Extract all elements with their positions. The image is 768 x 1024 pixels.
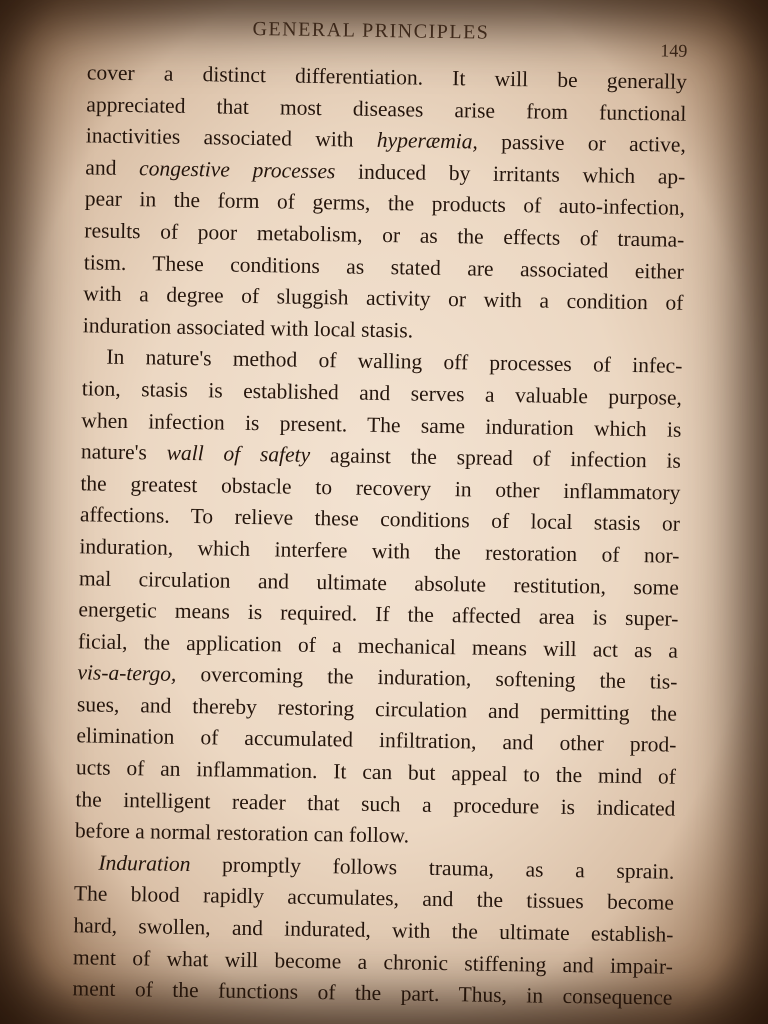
text-run: induration, which interfere with the restoration of nor- bbox=[79, 534, 680, 568]
italic-text-run: congestive processes bbox=[138, 155, 336, 184]
paragraph bbox=[75, 342, 683, 857]
text-run: induced by irritants which ap- bbox=[335, 159, 686, 189]
text-run: sues, and thereby restoring circulation and permitting the bbox=[76, 692, 678, 726]
text-run: ment of the functions of the part. Thus, in consequence bbox=[72, 976, 673, 1010]
text-run: nature's bbox=[80, 439, 167, 465]
running-head: GENERAL PRINCIPLES bbox=[252, 17, 490, 44]
text-run: pear in the form of germs, the products of auto-infection, bbox=[84, 186, 686, 221]
page-header bbox=[67, 15, 688, 61]
text-run: and bbox=[85, 155, 140, 180]
text-run: when infection is present. The same induration which is bbox=[81, 407, 682, 442]
page-number: 149 bbox=[660, 40, 688, 61]
text-run: against the spread of infection is bbox=[309, 443, 682, 473]
text-run: ficial, the application of a mechanical means will act as a bbox=[77, 628, 679, 663]
body-text bbox=[72, 57, 687, 1014]
text-run: energetic means is required. If the affected area is super- bbox=[78, 597, 679, 631]
text-run: overcoming the induration, softening the tis- bbox=[176, 662, 678, 694]
paragraph bbox=[72, 847, 674, 1014]
book-page bbox=[52, 3, 708, 1023]
text-run: before a normal restoration can follow. bbox=[74, 818, 410, 848]
text-run: In nature's method of walling off processes of infec- bbox=[106, 345, 683, 379]
italic-text-run: vis-a-tergo, bbox=[77, 660, 177, 687]
text-run: appreciated that most diseases arise from functional bbox=[86, 91, 687, 126]
italic-text-run: hyperæmia, bbox=[376, 128, 479, 154]
text-run: passive or active, bbox=[477, 129, 687, 157]
text-run: mal circulation and ultimate absolute restitution, some bbox=[78, 565, 680, 600]
text-run: tism. These conditions as stated are associated either bbox=[83, 249, 685, 284]
italic-text-run: wall of safety bbox=[166, 440, 311, 468]
text-run: with a degree of sluggish activity or with a condition of bbox=[83, 281, 684, 315]
text-run: hard, swollen, and indurated, with the ultimate establish- bbox=[73, 913, 674, 947]
text-run: affections. To relieve these conditions of local stasis or bbox=[79, 502, 681, 537]
text-run: elimination of accumulated infiltration, and other prod- bbox=[76, 723, 677, 758]
text-run: promptly follows trauma, as a sprain. bbox=[190, 851, 675, 884]
text-run: cover a distinct differentiation. It will be generally bbox=[86, 60, 687, 94]
text-run: inactivities associated with bbox=[85, 123, 378, 153]
text-run: The blood rapidly accumulates, and the tissues become bbox=[73, 881, 675, 916]
paragraph bbox=[83, 57, 687, 351]
text-run: ucts of an inflammation. It can but appeal to the mind of bbox=[75, 755, 677, 789]
italic-text-run: Induration bbox=[98, 850, 191, 876]
text-run: the greatest obstacle to recovery in other inflammatory bbox=[80, 471, 681, 505]
text-run: induration associated with local stasis. bbox=[82, 313, 414, 343]
text-run: ment of what will become a chronic stiffening and impair- bbox=[72, 944, 674, 979]
text-run: the intelligent reader that such a procedure is indicated bbox=[75, 786, 676, 821]
text-run: tion, stasis is established and serves a valuable purpose, bbox=[81, 376, 683, 410]
text-run: results of poor metabolism, or as the effects of trauma- bbox=[84, 218, 685, 252]
